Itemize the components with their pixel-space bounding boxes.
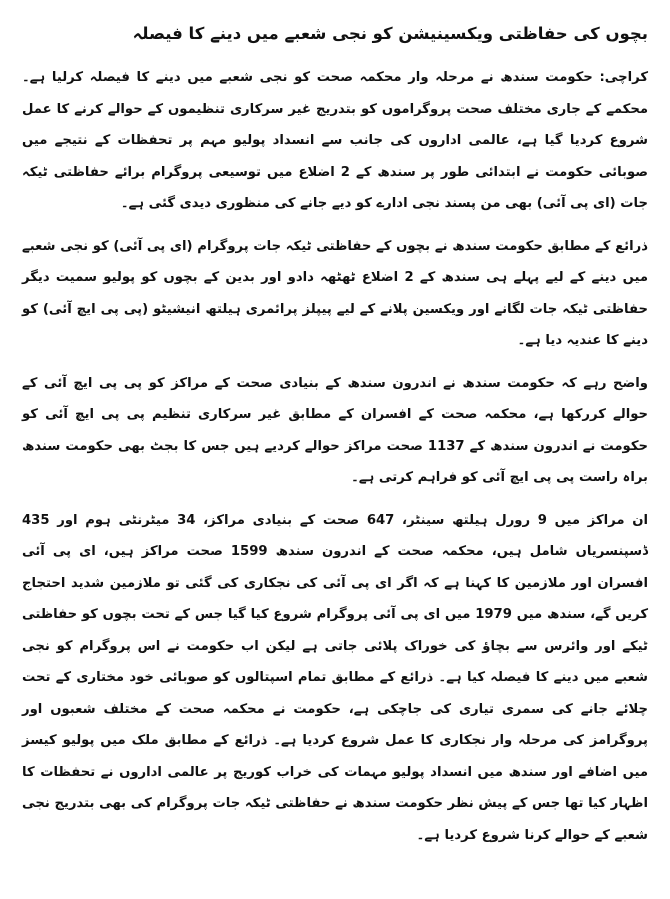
- article-paragraph-1: کراچی: حکومت سندھ نے مرحلہ وار محکمہ صحت کو نجی شعبے میں دینے کا فیصلہ کرلیا ہے۔ محکمے کے جاری مختلف صحت پروگراموں کو بتدریج غیر سرکاری تنظیموں کے حوالے کرنے کا عمل شروع کردیا گیا ہے، عالمی اداروں کی جانب سے انسداد پولیو مہم پر تحفظات کے نتیجے میں صوبائی حکومت نے ابتدائی طور پر سندھ کے 2 اضلاع میں توسیعی پروگرام برائے حفاظتی ٹیکہ جات (ای پی آئی) بھی من پسند نجی ادارے کو دیے جانے کی منظوری دیدی گئی ہے۔: [22, 70, 648, 211]
- article-headline: بچوں کی حفاظتی ویکسینیشن کو نجی شعبے میں دینے کا فیصلہ: [132, 24, 648, 43]
- article-paragraph-4: ان مراکز میں 9 رورل ہیلتھ سینٹر، 647 صحت کے بنیادی مراکز، 34 میٹرنٹی ہوم اور 435 ڈسپنسریاں شامل ہیں، محکمہ صحت کے اندرون سندھ 1599 صحت مراکز ہیں، ای پی آئی افسران اور ملازمین کا کہنا ہے کہ اگر ای پی آئی کی نجکاری کی گئی تو ملازمین شدید احتجاج کریں گے، سندھ میں 1979 میں ای پی آئی پروگرام شروع کیا گیا جس کے تحت بچوں کو حفاظتی ٹیکے اور وائرس سے بچاؤ کی خوراک پلائی جاتی ہے لیکن اب حکومت نے اس پروگرام کو نجی شعبے میں دینے کا فیصلہ کیا ہے۔ ذرائع کے مطابق تمام اسپتالوں کو صوبائی خود مختاری کے تحت چلائے جانے کی سمری تیاری کی جاچکی ہے، حکومت نے محکمہ صحت کے مختلف شعبوں اور پروگرامز کی مرحلہ وار نجکاری کا عمل شروع کردیا ہے۔ ذرائع کے مطابق ملک میں پولیو کیسز میں اضافے اور سندھ میں انسداد پولیو مہمات کی خراب کوریج پر عالمی اداروں نے تحفظات کا اظہار کیا تھا جس کے پیش نظر حکومت سندھ نے حفاظتی ٹیکہ جات پروگرام کی بھی بتدریج نجی شعبے کے حوالے کرنا شروع کردیا ہے۔: [22, 512, 649, 843]
- article-paragraph-2: ذرائع کے مطابق حکومت سندھ نے بچوں کے حفاظتی ٹیکہ جات پروگرام (ای پی آئی) کو نجی شعبے میں دینے کے لیے پہلے ہی سندھ کے 2 اضلاع ٹھٹھہ دادو اور بدین کے بچوں کو پولیو سمیت دیگر حفاظتی ٹیکہ جات لگانے اور ویکسین پلانے کے لیے پیپلز پرائمری ہیلتھ انیشیٹو (پی پی ایچ آئی) کو دینے کا عندیہ دیا ہے۔: [22, 238, 649, 348]
- article-paragraph-3: واضح رہے کہ حکومت سندھ نے اندرون سندھ کے بنیادی صحت کے مراکز کو پی پی ایچ آئی کے حوالے کررکھا ہے، محکمہ صحت کے افسران کے مطابق غیر سرکاری تنظیم پی پی ایچ آئی کو حکومت نے اندرون سندھ کے 1137 صحت مراکز حوالے کردیے ہیں جس کا بجٹ بھی حکومت سندھ براہ راست پی پی ایچ آئی کو فراہم کرتی ہے۔: [22, 375, 648, 485]
